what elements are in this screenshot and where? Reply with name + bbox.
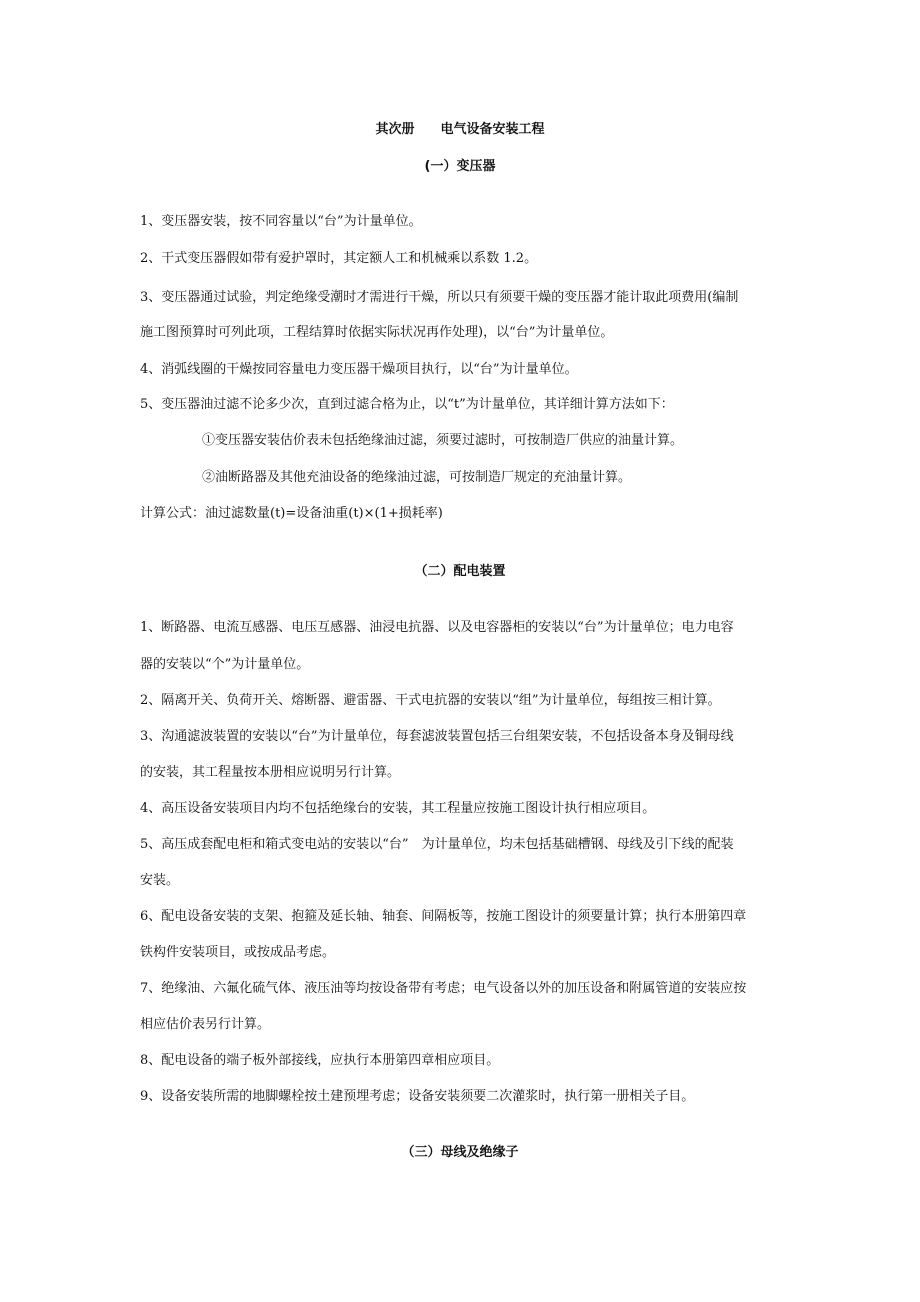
paragraph: 9、设备安装所需的地脚螺栓按土建预埋考虑；设备安装须要二次灌浆时，执行第一册相关子目。 <box>140 1089 695 1104</box>
paragraph: 1、变压器安装，按不同容量以“台”为计量单位。 <box>140 214 422 229</box>
section-heading-busbar: （三）母线及绝缘子 <box>401 1145 519 1160</box>
paragraph-continuation: 器的安装以“个”为计量单位。 <box>140 657 310 672</box>
paragraph-continuation: 的安装，其工程量按本册相应说明另行计算。 <box>140 765 401 780</box>
sub-item: ①变压器安装估价表未包括绝缘油过滤，须要过滤时，可按制造厂供应的油量计算。 <box>202 433 684 448</box>
paragraph: 1、断路器、电流互感器、电压互感器、油浸电抗器、以及电容器柜的安装以“台”为计量单位；电力电容 <box>140 620 734 635</box>
paragraph: 8、配电设备的端子板外部接线，应执行本册第四章相应项目。 <box>140 1053 500 1068</box>
section-heading-transformer: (一）变压器 <box>424 159 496 174</box>
paragraph: 3、变压器通过试验，判定绝缘受潮时才需进行干燥，所以只有须要干燥的变压器才能计取此项费用(编制 <box>140 290 739 305</box>
paragraph: 2、隔离开关、负荷开关、熔断器、避雷器、干式电抗器的安装以“组”为计量单位，每组按三相计算。 <box>140 693 721 708</box>
paragraph: 5、高压成套配电柜和箱式变电站的安装以“台” 为计量单位，均未包括基础槽钢、母线及引下线的配装 <box>140 837 734 852</box>
sub-item: ②油断路器及其他充油设备的绝缘油过滤，可按制造厂规定的充油量计算。 <box>202 470 632 485</box>
paragraph: 5、变压器油过滤不论多少次，直到过滤合格为止，以“t”为计量单位，其详细计算方法如下： <box>140 397 674 412</box>
paragraph-continuation: 铁构件安装项目，或按成品考虑。 <box>140 945 336 960</box>
paragraph: 2、干式变压器假如带有爱护罩时，其定额人工和机械乘以系数 1.2。 <box>140 251 538 266</box>
paragraph: 4、消弧线圈的干燥按同容量电力变压器干燥项目执行，以“台”为计量单位。 <box>140 362 578 377</box>
paragraph-continuation: 施工图预算时可列此项，工程结算时依据实际状况再作处理)，以“台”为计量单位。 <box>140 325 614 340</box>
paragraph-continuation: 安装。 <box>140 873 180 888</box>
paragraph: 3、沟通滤波装置的安装以“台”为计量单位，每套滤波装置包括三台组架安装，不包括设备本身及铜母线 <box>140 729 734 744</box>
section-heading-distribution: （二）配电装置 <box>414 564 506 579</box>
paragraph: 6、配电设备安装的支架、抱箍及延长轴、轴套、间隔板等，按施工图设计的须要量计算；执行本册第四章 <box>140 909 747 924</box>
formula-line: 计算公式：油过滤数量(t)=设备油重(t)×(1+损耗率) <box>140 506 443 521</box>
paragraph: 4、高压设备安装项目内均不包括绝缘台的安装，其工程量应按施工图设计执行相应项目。 <box>140 801 656 816</box>
document-title: 其次册 电气设备安装工程 <box>375 122 545 137</box>
paragraph-continuation: 相应估价表另行计算。 <box>140 1017 271 1032</box>
paragraph: 7、绝缘油、六氟化硫气体、液压油等均按设备带有考虑；电气设备以外的加压设备和附属管道的安装应按 <box>140 981 747 996</box>
